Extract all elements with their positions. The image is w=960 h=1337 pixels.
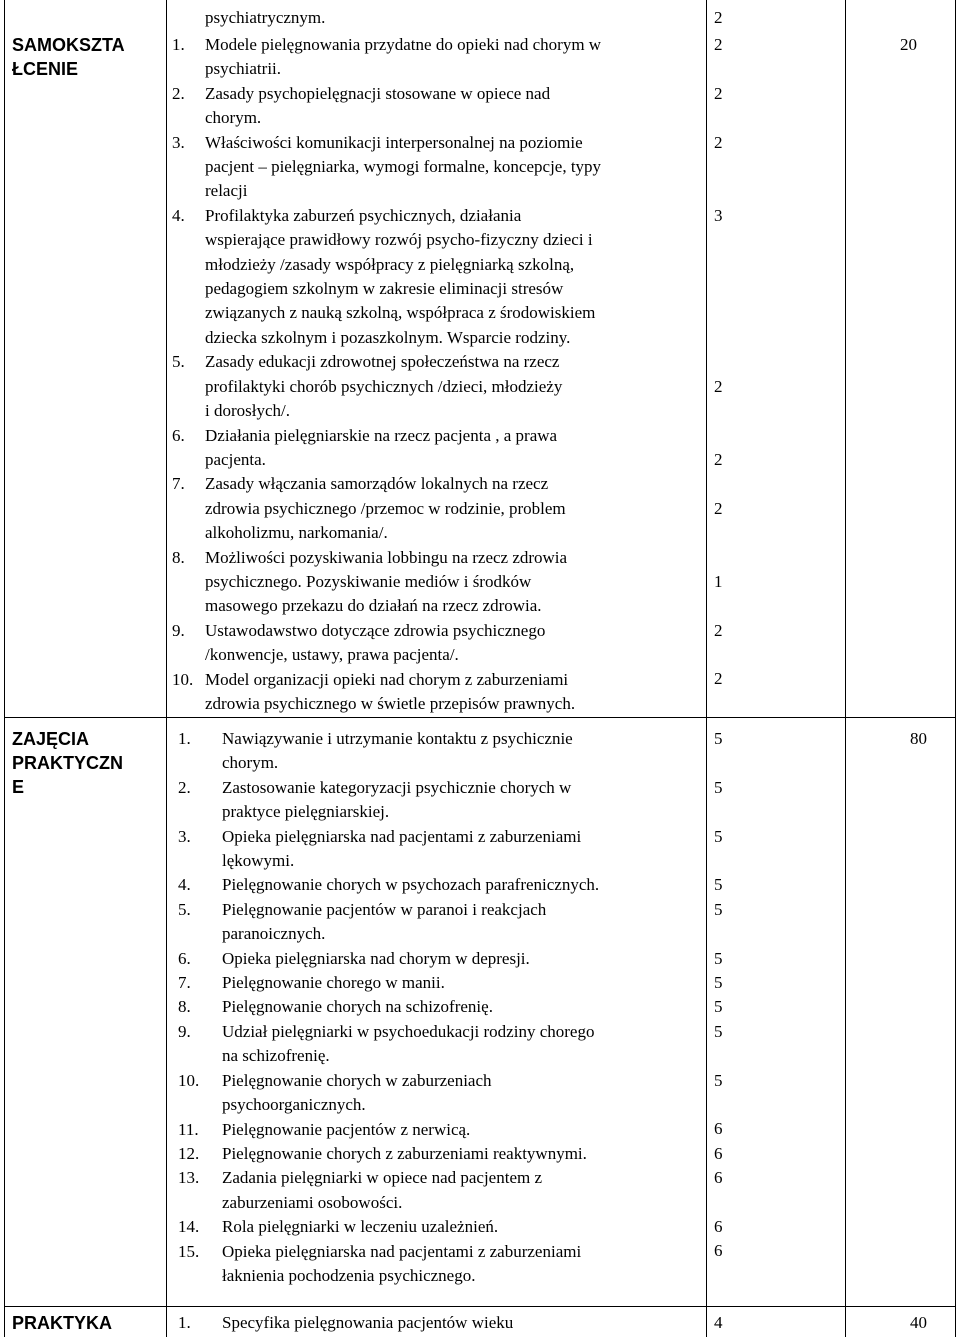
list-item [178, 1215, 702, 1239]
list-item-number: 2. [172, 83, 185, 103]
section-title-line: ŁCENIE [12, 59, 79, 79]
list-item-text-line: profilaktyki chorób psychicznych /dzieci, młodzieży [205, 376, 563, 396]
continuation-row [205, 6, 700, 30]
list-item-text-line: i dorosłych/. [205, 401, 290, 421]
list-item-number: 9. [172, 620, 185, 640]
section-title-zajecia-praktyczne [12, 727, 123, 799]
list-item [178, 1311, 702, 1335]
list-item-text-line: Zadania pielęgniarki w opiece nad pacjentem z [222, 1168, 543, 1188]
list-item-text-line: Pielęgnowanie chorych z zaburzeniami reaktywnymi. [222, 1143, 587, 1163]
list-item-text-line: łaknienia pochodzenia psychicznego. [222, 1265, 476, 1285]
list-item-number: 6. [178, 948, 191, 968]
list-item [172, 424, 702, 473]
list-item [172, 619, 702, 668]
list-item-text-line: Pielęgnowanie pacjentów w paranoi i reakcjach [222, 899, 547, 919]
list-item [172, 472, 702, 545]
hours-value: 6 [714, 1217, 723, 1236]
table-border-left [4, 0, 5, 1337]
hours-value: 6 [714, 1143, 723, 1163]
section-items-samoksztalcenie [172, 33, 702, 716]
list-item [178, 776, 702, 825]
list-item-number: 5. [172, 352, 185, 372]
list-item-number: 13. [178, 1168, 200, 1188]
hours-value: 5 [714, 729, 723, 748]
section-title-line: PRAKTYKA [12, 1313, 113, 1333]
list-item [178, 873, 702, 897]
list-item [172, 131, 702, 204]
list-item-number: 7. [172, 474, 185, 494]
list-item-text-line: Udział pielęgniarki w psychoedukacji rodziny chorego [222, 1021, 595, 1041]
list-item-text-line: wspierające prawidłowy rozwój psycho-fizyczny dzieci i [205, 230, 593, 250]
list-item [178, 1118, 702, 1142]
list-item-text-line: dziecka szkolnym i pozaszkolnym. Wsparcie rodziny. [205, 327, 571, 347]
list-item-text-line: Opieka pielęgniarska nad pacjentami z zaburzeniami [222, 1241, 582, 1261]
list-item [172, 82, 702, 131]
section-items-zajecia-praktyczne [178, 727, 702, 1288]
list-item-text-line: praktyce pielęgniarskiej. [222, 802, 390, 822]
list-item [178, 898, 702, 947]
list-item [178, 825, 702, 874]
section-title-line: SAMOKSZTA [12, 35, 125, 55]
hours-value: 1 [714, 571, 723, 591]
hours-value: 2 [714, 498, 723, 518]
section-title-line: E [12, 777, 25, 797]
list-item-text-line: pacjenta. [205, 449, 266, 469]
list-item-text-line: pedagogiem szkolnym w zakresie eliminacji stresów [205, 279, 564, 299]
list-item-text-line: młodzieży /zasady współpracy z pielęgniarką szkolną, [205, 254, 575, 274]
hours-value: 2 [714, 35, 723, 54]
list-item-number: 5. [178, 899, 191, 919]
list-item-text-line: Profilaktyka zaburzeń psychicznych, działania [205, 205, 522, 225]
list-item-number: 8. [178, 997, 191, 1017]
list-item-number: 1. [178, 729, 191, 748]
list-item-text-line: Pielęgnowanie pacjentów z nerwicą. [222, 1119, 471, 1139]
section-title-praktyka [12, 1311, 112, 1335]
list-item [172, 33, 702, 82]
list-item-number: 3. [178, 826, 191, 846]
list-item-text-line: zaburzeniami osobowości. [222, 1192, 403, 1212]
list-item-number: 12. [178, 1143, 200, 1163]
hours-value: 4 [714, 1313, 723, 1332]
list-item-text-line: Pielęgnowanie chorego w manii. [222, 973, 445, 993]
hours-value: 5 [714, 875, 723, 895]
list-item-number: 14. [178, 1217, 200, 1237]
list-item-text-line: /konwencje, ustawy, prawa pacjenta/. [205, 645, 459, 665]
list-item [172, 546, 702, 619]
hours-value: 2 [714, 83, 723, 103]
section-title-line: ZAJĘCIA [12, 729, 90, 749]
hours-value: 5 [714, 997, 723, 1017]
list-item [178, 1142, 702, 1166]
list-item-text-line: Ustawodawstwo dotyczące zdrowia psychicznego [205, 620, 546, 640]
list-item-text-line: Opieka pielęgniarska nad chorym w depresji. [222, 948, 530, 968]
section-title-line: PRAKTYCZN [12, 753, 123, 773]
section-title-samoksztalcenie [12, 33, 125, 81]
list-item-text-line: związanych z nauką szkolną, współpraca z środowiskiem [205, 303, 596, 323]
hours-value: 2 [714, 620, 723, 640]
list-item-number: 11. [178, 1119, 199, 1139]
list-item-text-line: Właściwości komunikacji interpersonalnej na poziomie [205, 132, 583, 152]
hours-value: 5 [714, 948, 723, 968]
hours-value: 5 [714, 826, 723, 846]
list-item-number: 8. [172, 547, 185, 567]
hours-value: 2 [714, 376, 723, 396]
hours-value: 6 [714, 1241, 723, 1261]
column-divider-1 [166, 0, 167, 1337]
section-total-praktyka: 40 [910, 1313, 927, 1332]
row-divider-2 [4, 1306, 956, 1307]
list-item-number: 2. [178, 777, 191, 797]
list-item-text-line: Specyfika pielęgnowania pacjentów wieku [222, 1313, 514, 1332]
list-item-number: 4. [172, 205, 185, 225]
row-divider-1 [4, 717, 956, 718]
table-border-right [955, 0, 956, 1337]
list-item-text-line: Model organizacji opieki nad chorym z zaburzeniami [205, 669, 569, 689]
list-item-text-line: Zastosowanie kategoryzacji psychicznie chorych w [222, 777, 572, 797]
list-item-number: 10. [172, 669, 194, 689]
list-item [178, 971, 702, 995]
list-item [178, 947, 702, 971]
list-item-text-line: Nawiązywanie i utrzymanie kontaktu z psychicznie [222, 729, 573, 748]
continuation-text: psychiatrycznym. [205, 8, 326, 27]
column-divider-2 [706, 0, 707, 1337]
list-item-text-line: Rola pielęgniarki w leczeniu uzależnień. [222, 1217, 499, 1237]
list-item-text-line: alkoholizmu, narkomania/. [205, 523, 388, 543]
list-item [178, 727, 702, 776]
hours-value: 2 [714, 669, 723, 689]
list-item-number: 1. [178, 1313, 191, 1332]
list-item [178, 1069, 702, 1118]
list-item-text-line: chorym. [222, 753, 279, 773]
list-item [172, 668, 702, 717]
hours-value: 5 [714, 973, 723, 992]
hours-value: 5 [714, 777, 723, 797]
section-items-praktyka [178, 1311, 702, 1335]
hours-value: 5 [714, 899, 723, 919]
list-item-number: 7. [178, 973, 191, 993]
list-item-text-line: Pielęgnowanie chorych na schizofrenię. [222, 997, 493, 1017]
list-item-number: 6. [172, 425, 185, 445]
hours-value: 6 [714, 1119, 723, 1139]
list-item-text-line: relacji [205, 181, 248, 201]
list-item-text-line: Zasady włączania samorządów lokalnych na rzecz [205, 474, 549, 494]
hours-value: 2 [714, 449, 723, 469]
hours-value: 6 [714, 1168, 723, 1188]
list-item [178, 1166, 702, 1215]
list-item-number: 1. [172, 35, 185, 54]
list-item-text-line: psychiatrii. [205, 59, 282, 79]
list-item-number: 4. [178, 875, 191, 895]
list-item-number: 15. [178, 1241, 200, 1261]
list-item-text-line: Zasady edukacji zdrowotnej społeczeństwa na rzecz [205, 352, 560, 372]
hours-value: 5 [714, 1021, 723, 1041]
section-total-samoksztalcenie: 20 [900, 35, 917, 54]
list-item-text-line: Możliwości pozyskiwania lobbingu na rzecz zdrowia [205, 547, 568, 567]
list-item-text-line: na schizofrenię. [222, 1046, 330, 1066]
list-item-text-line: Opieka pielęgniarska nad pacjentami z zaburzeniami [222, 826, 582, 846]
list-item-text-line: lękowymi. [222, 851, 295, 871]
list-item-text-line: chorym. [205, 108, 262, 128]
list-item [178, 1240, 702, 1289]
list-item [172, 350, 702, 423]
list-item-text-line: psychoorganicznych. [222, 1095, 366, 1115]
list-item-text-line: masowego przekazu do działań na rzecz zdrowia. [205, 596, 542, 616]
list-item-text-line: zdrowia psychicznego /przemoc w rodzinie, problem [205, 498, 566, 518]
list-item-number: 10. [178, 1070, 200, 1090]
list-item-text-line: zdrowia psychicznego w świetle przepisów prawnych. [205, 693, 576, 713]
list-item-text-line: Zasady psychopielęgnacji stosowane w opiece nad [205, 83, 551, 103]
list-item-text-line: psychicznego. Pozyskiwanie mediów i środków [205, 571, 532, 591]
list-item-number: 3. [172, 132, 185, 152]
list-item-text-line: Modele pielęgnowania przydatne do opieki nad chorym w [205, 35, 602, 54]
continuation-hours: 2 [714, 8, 723, 27]
list-item-number: 9. [178, 1021, 191, 1041]
hours-value: 2 [714, 132, 723, 152]
section-total-zajecia-praktyczne: 80 [910, 729, 927, 748]
list-item [178, 1020, 702, 1069]
list-item-text-line: Działania pielęgniarskie na rzecz pacjenta , a prawa [205, 425, 558, 445]
column-divider-3 [845, 0, 846, 1337]
list-item-text-line: pacjent – pielęgniarka, wymogi formalne, koncepcje, typy [205, 157, 602, 177]
list-item [178, 995, 702, 1019]
hours-value: 5 [714, 1070, 723, 1090]
list-item-text-line: Pielęgnowanie chorych w psychozach parafrenicznych. [222, 875, 600, 895]
list-item [172, 204, 702, 350]
list-item-text-line: Pielęgnowanie chorych w zaburzeniach [222, 1070, 492, 1090]
hours-value: 3 [714, 205, 723, 225]
list-item-text-line: paranoicznych. [222, 924, 326, 944]
